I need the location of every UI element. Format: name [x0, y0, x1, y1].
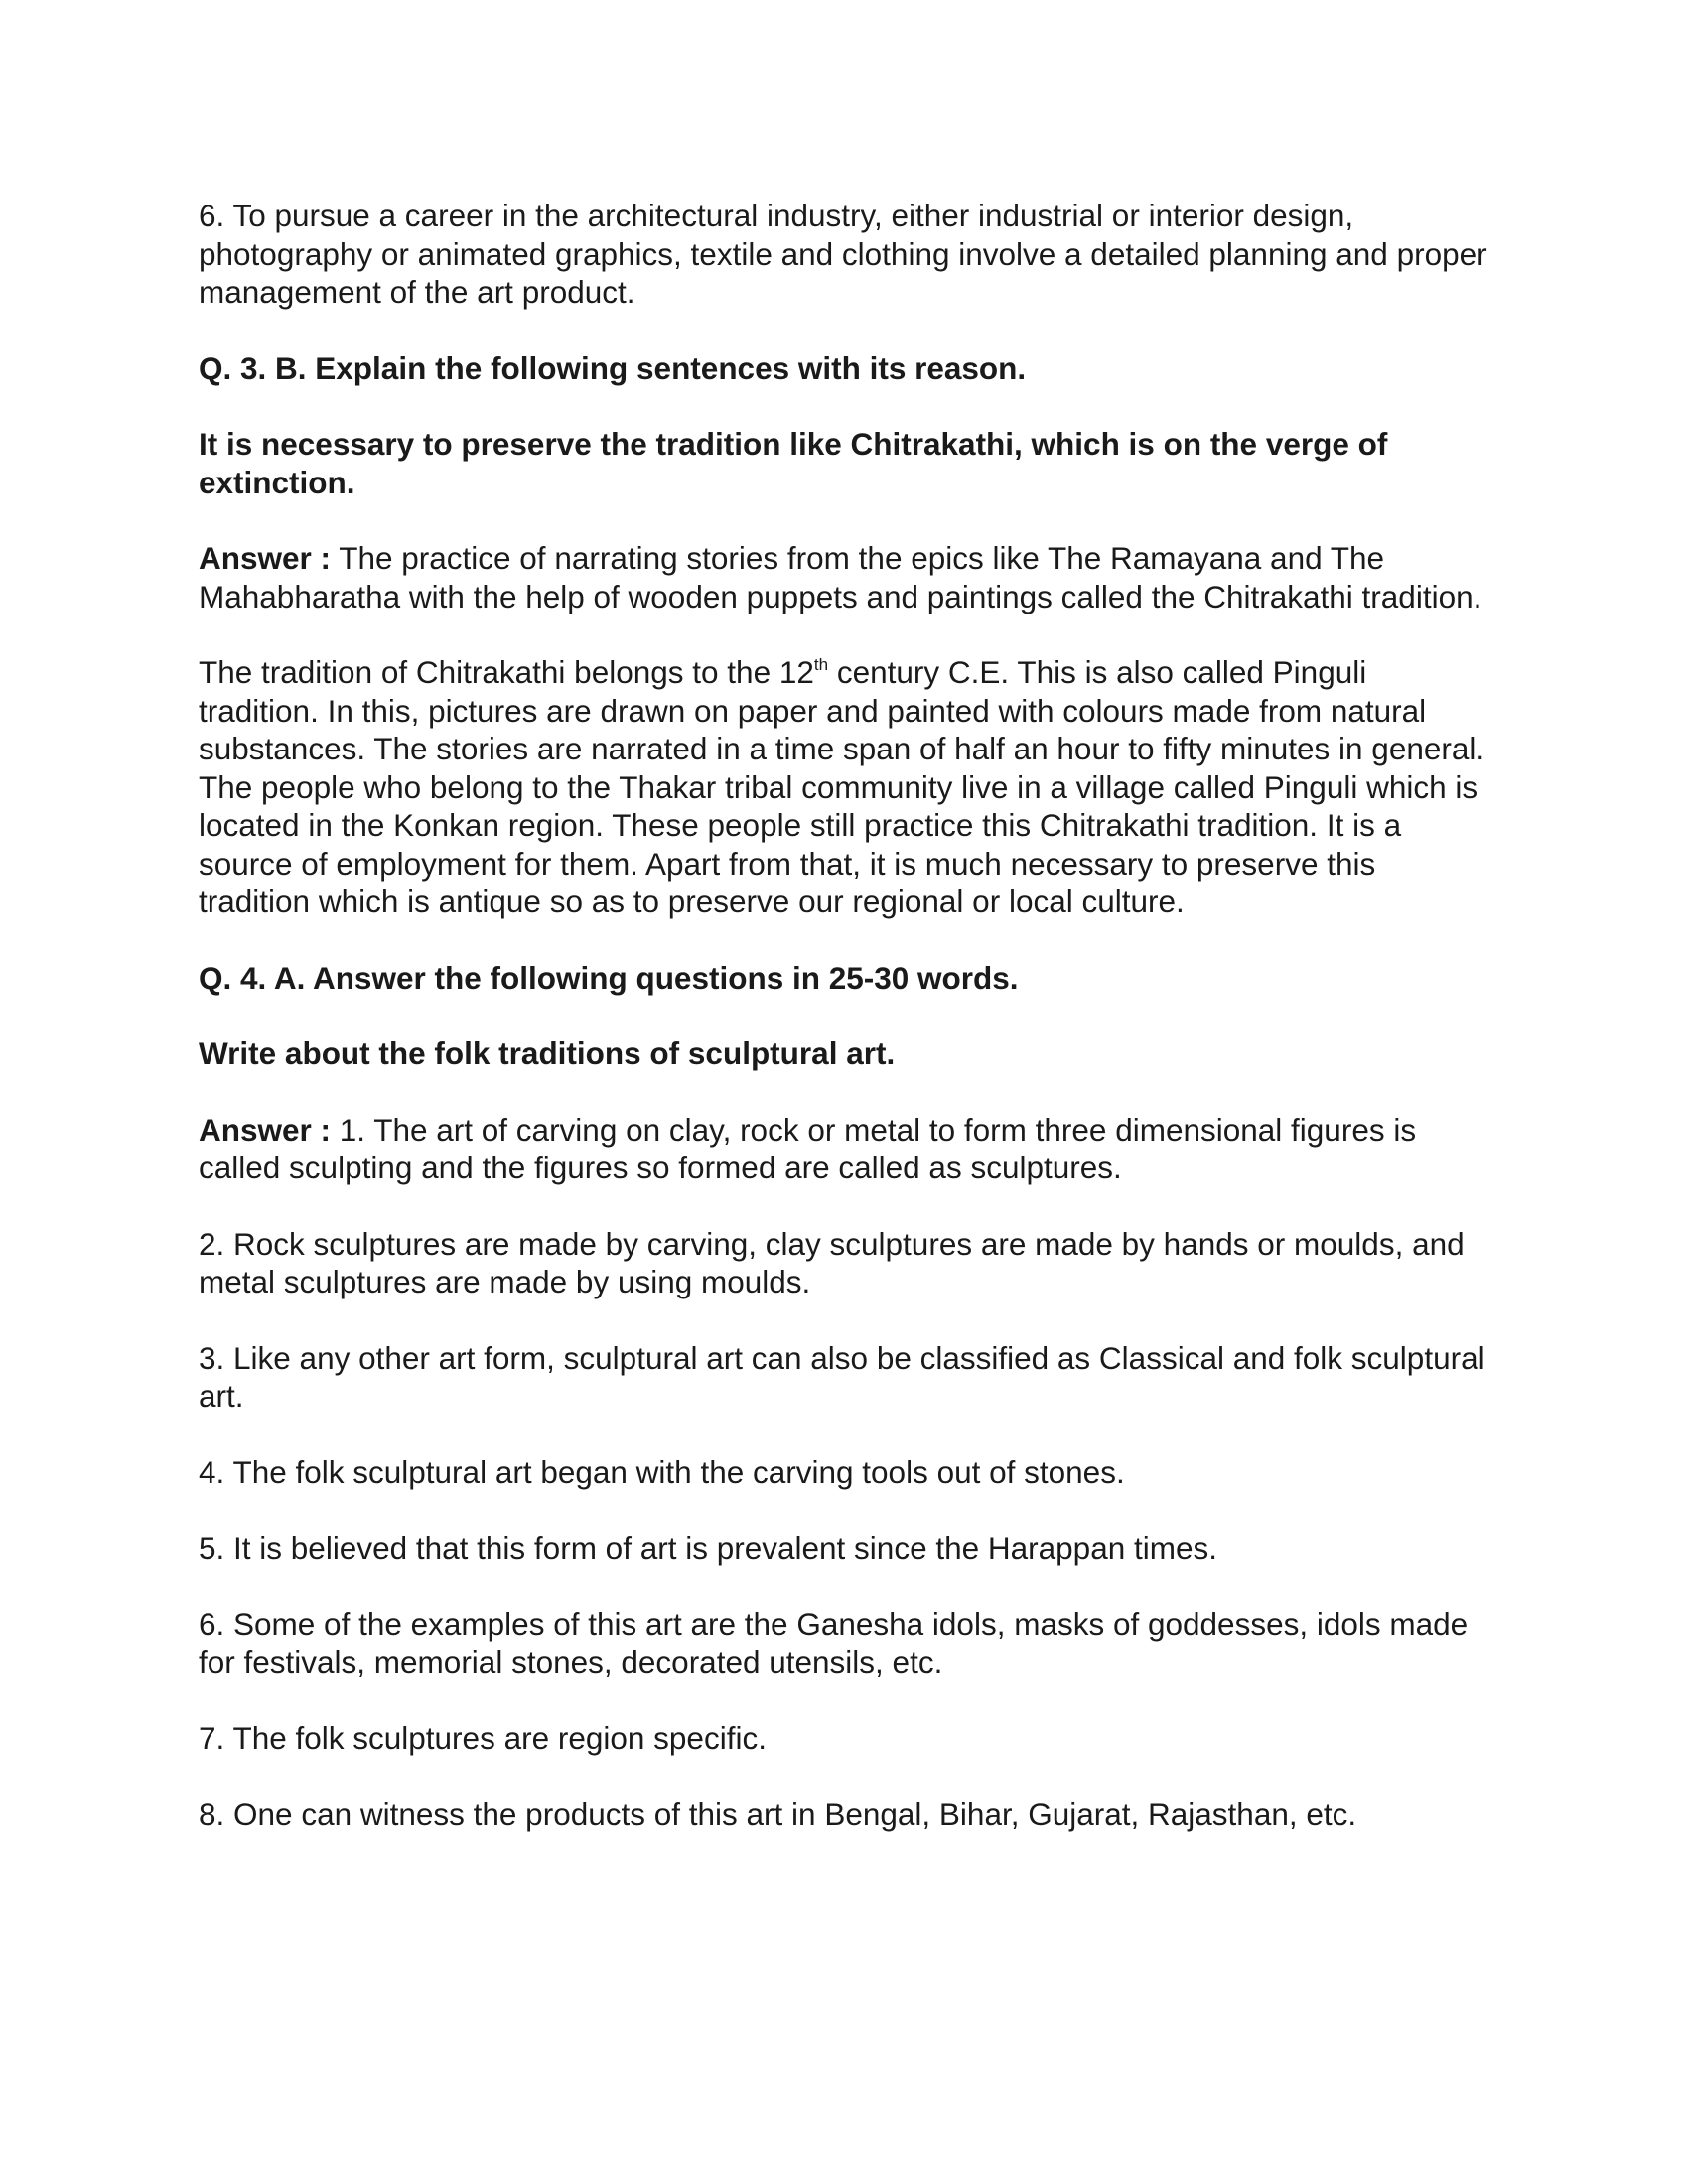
- q4a-answer-point-1: [199, 1111, 1489, 1187]
- q4a-answer-point-5: 5. It is believed that this form of art is prevalent since the Harappan times.: [199, 1530, 1217, 1566]
- q4a-heading: Q. 4. A. Answer the following questions in 25-30 words.: [199, 959, 1019, 996]
- document-page: [199, 197, 1489, 1871]
- answer-label: Answer :: [199, 1111, 332, 1148]
- q3b-statement: It is necessary to preserve the tradition like Chitrakathi, which is on the verge of extinction.: [199, 426, 1388, 500]
- q4a-answer-point-3: 3. Like any other art form, sculptural art can also be classified as Classical and folk sculptural art.: [199, 1339, 1485, 1414]
- q4a-answer-point-8: 8. One can witness the products of this art in Bengal, Bihar, Gujarat, Rajasthan, etc.: [199, 1796, 1357, 1832]
- q3b-paragraph-2: [199, 653, 1489, 921]
- q3b-heading: Q. 3. B. Explain the following sentences with its reason.: [199, 349, 1027, 386]
- q4a-point-1-text: 1. The art of carving on clay, rock or metal to form three dimensional figures is called sculpting and the figures so formed are called as sculptures.: [199, 1111, 1417, 1185]
- q3b-para2-after: century C.E. This is also called Pinguli tradition. In this, pictures are drawn on paper and painted with colours made from natural substances. The stories are narrated in a time span of half an hour to fifty minutes in general. The people who belong to the Thakar tribal community live in a village called Pinguli which is located in the Konkan region. These people still practice this Chitrakathi tradition. It is a source of employment for them. Apart from that, it is much necessary to preserve this tradition which is antique so as to preserve our regional or local culture.: [199, 654, 1485, 919]
- q4a-answer-point-7: 7. The folk sculptures are region specific.: [199, 1719, 767, 1756]
- q3b-answer-paragraph: [199, 539, 1489, 615]
- q4a-answer-point-6: 6. Some of the examples of this art are the Ganesha idols, masks of goddesses, idols made for festivals, memorial stones, decorated utensils, etc.: [199, 1605, 1469, 1680]
- q3b-para2-superscript: th: [813, 655, 829, 674]
- q3b-para2-before: The tradition of Chitrakathi belongs to the 12: [199, 654, 814, 690]
- answer-label: Answer :: [199, 540, 332, 576]
- q4a-answer-point-2: 2. Rock sculptures are made by carving, clay sculptures are made by hands or moulds, and metal sculptures are made by using moulds.: [199, 1225, 1465, 1299]
- q4a-question: Write about the folk traditions of sculptural art.: [199, 1035, 896, 1071]
- q3b-answer-text: The practice of narrating stories from the epics like The Ramayana and The Mahabharatha with the help of wooden puppets and paintings called the Chitrakathi tradition.: [199, 540, 1482, 614]
- q4a-answer-point-4: 4. The folk sculptural art began with the carving tools out of stones.: [199, 1453, 1125, 1490]
- intro-item-6: 6. To pursue a career in the architectural industry, either industrial or interior design, photography or animated graphics, textile and clothing involve a detailed planning and proper management of the art product.: [199, 198, 1487, 310]
